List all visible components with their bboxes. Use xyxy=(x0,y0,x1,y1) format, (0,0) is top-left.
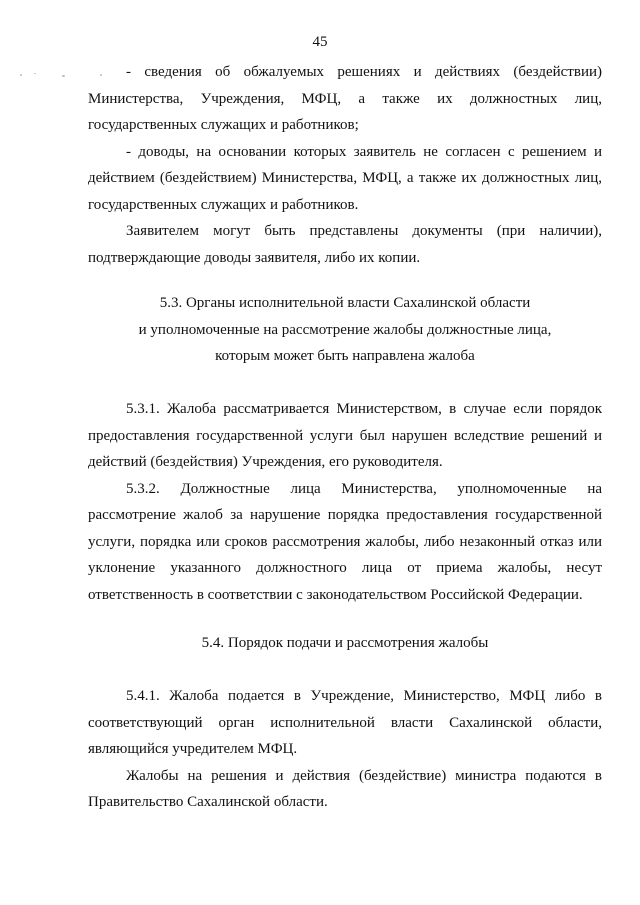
section-heading-5-3 xyxy=(88,290,602,370)
section-heading-5-3-line1: 5.3. Органы исполнительной власти Сахалинской области xyxy=(159,295,531,311)
paragraph-applicant-arguments: - доводы, на основании которых заявитель не согласен с решением и действием (бездействием) Министерства, МФЦ, а также их должностных лиц, государственных служащих и работников. xyxy=(88,143,602,213)
paragraph-5-3-1: 5.3.1. Жалоба рассматривается Министерством, в случае если порядок предоставления государственной услуги был нарушен вследствие решений и действий (бездействия) Учреждения, его руководителя. xyxy=(88,401,602,470)
paragraph-appealed-decisions: - сведения об обжалуемых решениях и действиях (бездействии) Министерства, Учреждения, МФЦ, а также их должностных лиц, государственных служащих и работников; xyxy=(88,64,602,133)
section-heading-5-4-line1: 5.4. Порядок подачи и рассмотрения жалобы xyxy=(201,635,489,651)
complaint-contents-block xyxy=(88,59,602,271)
paragraph-5-3-2: 5.3.2. Должностные лица Министерства, уполномоченные на рассмотрение жалоб за нарушение порядка предоставления государственной услуги, порядка или сроков рассмотрения жалобы, либо незаконный отказ или уклонение указанного должностного лица от приема жалобы, несут ответственность в соответствии с законодательством Российской Федерации. xyxy=(88,480,602,603)
section-heading-5-3-line3: которым может быть направлена жалоба xyxy=(215,348,475,364)
section-heading-5-3-line2: и уполномоченные на рассмотрение жалобы должностные лица, xyxy=(138,321,552,338)
scan-speck xyxy=(20,74,22,76)
section-heading-5-4 xyxy=(88,630,602,657)
paragraph-supporting-documents: Заявителем могут быть представлены документы (при наличии), подтверждающие доводы заявителя, либо их копии. xyxy=(88,223,602,266)
section-5-3-body xyxy=(88,396,602,608)
paragraph-5-4-1: 5.4.1. Жалоба подается в Учреждение, Министерство, МФЦ либо в соответствующий орган исполнительной власти Сахалинской области, являющийся учредителем МФЦ. xyxy=(88,688,602,757)
section-5-4-body xyxy=(88,683,602,816)
scan-speck xyxy=(62,75,65,77)
page-number: 45 xyxy=(312,34,328,50)
scan-speck xyxy=(100,74,102,76)
paragraph-minister-complaints: Жалобы на решения и действия (бездействие) министра подаются в Правительство Сахалинской области. xyxy=(88,767,602,810)
scan-speck xyxy=(34,73,36,74)
